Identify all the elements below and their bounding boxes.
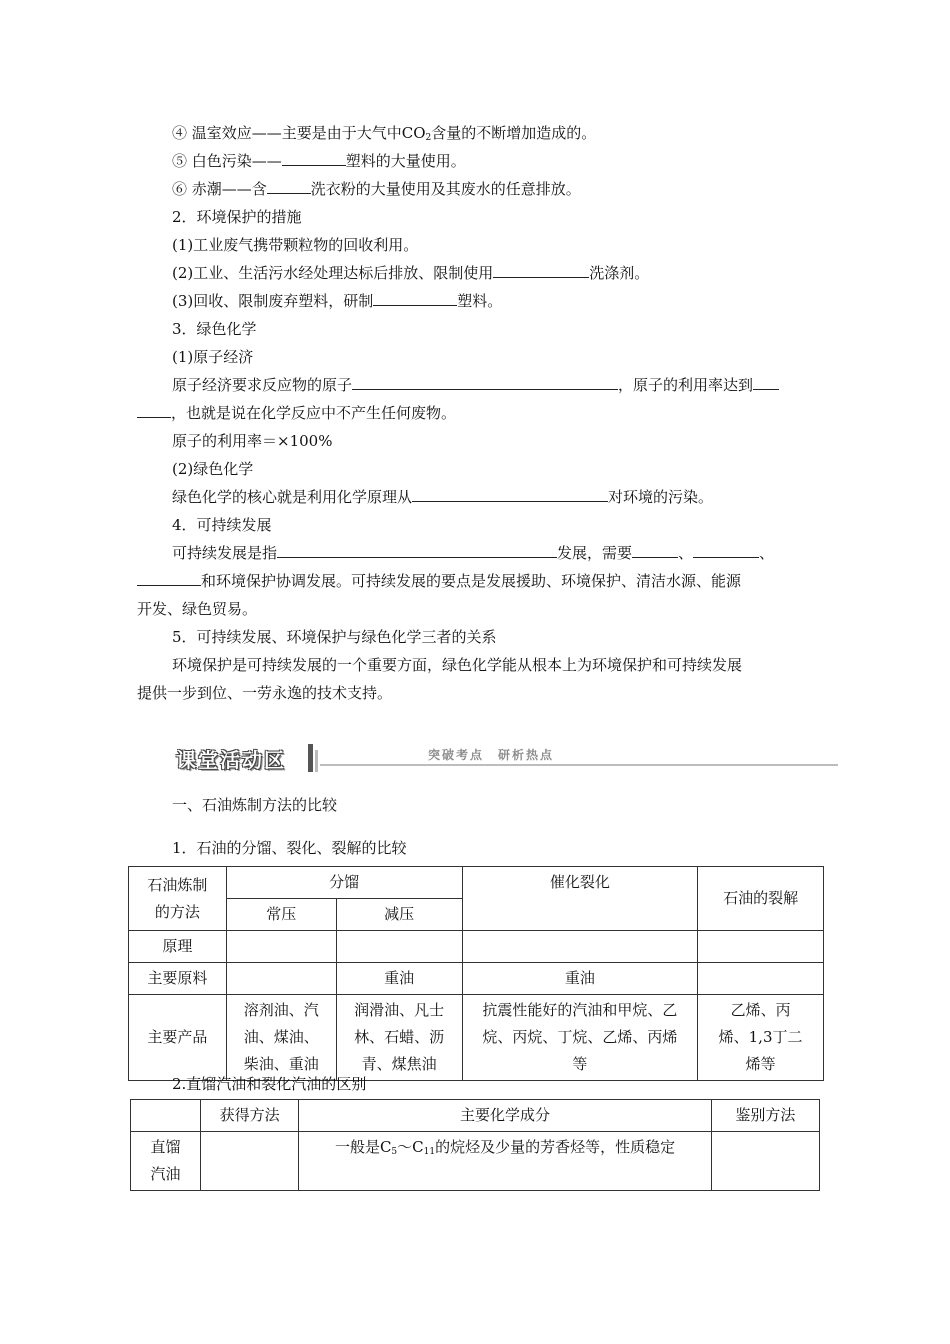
heading-sustainable: 4．可持续发展	[172, 516, 272, 534]
text: 绿色化学的核心就是利用化学原理从	[172, 488, 413, 506]
atom-utilization-formula: 原子的利用率＝×100%	[172, 432, 333, 450]
text: 洗衣粉的大量使用及其废水的任意排放。	[310, 180, 581, 198]
measure-3	[172, 291, 502, 311]
text: 对环境的污染。	[608, 488, 714, 506]
subheading-green-chemistry: (2)绿色化学	[172, 460, 254, 478]
cell-composition	[299, 1132, 712, 1191]
banner-divider	[308, 744, 313, 772]
text: 烯、1,3丁二	[718, 1028, 803, 1046]
text: 青、煤焦油	[361, 1055, 437, 1073]
banner-rule	[320, 764, 838, 766]
fill-blank[interactable]	[352, 375, 618, 390]
fill-blank[interactable]	[373, 291, 457, 306]
header-identify: 鉴别方法	[711, 1100, 819, 1132]
text: 、	[678, 544, 694, 562]
text: 可持续发展是指	[172, 544, 278, 562]
cell-empty[interactable]	[226, 931, 336, 963]
subheading-atom-economy: (1)原子经济	[172, 348, 254, 366]
fill-blank[interactable]	[753, 375, 779, 390]
measure-2	[172, 263, 649, 283]
fill-blank[interactable]	[267, 179, 311, 194]
cell-empty[interactable]	[698, 931, 824, 963]
subscript: 11	[423, 1147, 436, 1157]
text: 、	[759, 544, 775, 562]
heading-env-measures: 2．环境保护的措施	[172, 208, 302, 226]
cell-empty[interactable]	[698, 963, 824, 995]
text: ，原子的利用率达到	[618, 376, 754, 394]
cell-products-catalytic	[462, 995, 698, 1081]
sustainable-line1	[172, 543, 774, 563]
cell-products-cracking	[698, 995, 824, 1081]
atom-economy-line2	[137, 403, 456, 423]
text: 的烷烃及少量的芳香烃等，性质稳定	[435, 1138, 676, 1156]
text: 林、石蜡、沥	[354, 1028, 445, 1046]
header-vacuum: 减压	[336, 899, 462, 931]
item-white-pollution	[172, 151, 466, 171]
cell-products-atmospheric	[226, 995, 336, 1081]
text: 一般是C	[334, 1138, 392, 1156]
banner-subtitle: 突破考点 研析热点	[428, 748, 555, 762]
text: 含量的不断增加造成的。	[431, 124, 597, 142]
cell-empty[interactable]	[226, 963, 336, 995]
row-principle-label: 原理	[129, 931, 227, 963]
text: 直馏	[150, 1138, 181, 1156]
text: 乙烯、丙	[730, 1001, 791, 1019]
header-method	[129, 867, 227, 931]
table1-caption: 1．石油的分馏、裂化、裂解的比较	[172, 839, 407, 857]
section-banner	[170, 742, 838, 774]
text: 的方法	[154, 902, 200, 921]
cell-empty[interactable]	[336, 931, 462, 963]
header-catalytic-cracking: 催化裂化	[462, 867, 698, 931]
text: 抗震性能好的汽油和甲烷、乙	[482, 1001, 678, 1019]
header-composition: 主要化学成分	[299, 1100, 712, 1132]
gasoline-comparison-table	[130, 1099, 820, 1191]
text: 溶剂油、汽	[243, 1001, 319, 1019]
fill-blank[interactable]	[493, 263, 589, 278]
cell-empty[interactable]	[462, 931, 698, 963]
text: 汽油	[150, 1165, 181, 1183]
text: ～C	[397, 1138, 424, 1156]
text: 柴油、重油	[243, 1055, 319, 1073]
fill-blank[interactable]	[137, 403, 171, 418]
text: 和环境保护协调发展。可持续发展的要点是发展援助、环境保护、清洁水源、能源	[201, 572, 742, 590]
header-cracking: 石油的裂解	[698, 867, 824, 931]
text: 洗涤剂。	[589, 264, 650, 282]
fill-blank[interactable]	[282, 151, 346, 166]
row-material-label: 主要原料	[129, 963, 227, 995]
text: ⑤ 白色污染——	[172, 152, 282, 170]
text: ⑥ 赤潮——含	[172, 180, 267, 198]
sustainable-line2	[137, 571, 741, 591]
text: 石油炼制	[147, 875, 208, 894]
text: (3)回收、限制废弃塑料，研制	[172, 292, 374, 310]
atom-economy-line1	[172, 375, 779, 395]
fill-blank[interactable]	[632, 543, 678, 558]
measure-1: (1)工业废气携带颗粒物的回收利用。	[172, 236, 419, 254]
subscript: 2	[425, 133, 432, 143]
green-chemistry-core	[172, 487, 713, 507]
sustainable-line3: 开发、绿色贸易。	[137, 600, 258, 618]
text: ④ 温室效应——主要是由于大气中CO	[172, 124, 426, 142]
cell-empty[interactable]	[711, 1132, 819, 1191]
relationship-line1: 环境保护是可持续发展的一个重要方面，绿色化学能从根本上为环境保护和可持续发展	[172, 656, 743, 674]
header-method: 获得方法	[201, 1100, 299, 1132]
text: 等	[572, 1055, 588, 1073]
item-red-tide	[172, 179, 581, 199]
cell-empty[interactable]	[201, 1132, 299, 1191]
row-products-label: 主要产品	[129, 995, 227, 1081]
text: ，也就是说在化学反应中不产生任何废物。	[171, 404, 457, 422]
header-fractionation: 分馏	[226, 867, 462, 899]
text: 原子经济要求反应物的原子	[172, 376, 353, 394]
fill-blank[interactable]	[137, 571, 201, 586]
subscript: 5	[391, 1147, 398, 1157]
text: 发展，需要	[557, 544, 633, 562]
text: 烯等	[745, 1055, 776, 1073]
fill-blank[interactable]	[412, 487, 608, 502]
header-blank	[131, 1100, 201, 1132]
header-atmospheric: 常压	[226, 899, 336, 931]
text: 塑料。	[457, 292, 503, 310]
refining-comparison-table	[128, 866, 824, 1081]
heading-green-chem: 3．绿色化学	[172, 320, 257, 338]
cell-material-catalytic: 重油	[462, 963, 698, 995]
text: 润滑油、凡士	[354, 1001, 445, 1019]
row-straight-run-label	[131, 1132, 201, 1191]
banner-title: 课堂活动区	[176, 748, 286, 772]
table2-caption: 2.直馏汽油和裂化汽油的区别	[172, 1075, 367, 1093]
heading-relationship: 5．可持续发展、环境保护与绿色化学三者的关系	[172, 628, 497, 646]
relationship-line2: 提供一步到位、一劳永逸的技术支持。	[137, 684, 393, 702]
cell-products-vacuum	[336, 995, 462, 1081]
text: 油、煤油、	[243, 1028, 319, 1046]
text: 塑料的大量使用。	[345, 152, 466, 170]
fill-blank[interactable]	[277, 543, 557, 558]
text: 烷、丙烷、丁烷、乙烯、丙烯	[482, 1028, 678, 1046]
cell-material-vacuum: 重油	[336, 963, 462, 995]
banner-divider-shadow	[315, 750, 318, 772]
section-heading: 一、石油炼制方法的比较	[172, 796, 338, 814]
fill-blank[interactable]	[693, 543, 759, 558]
item-greenhouse-effect	[172, 123, 596, 148]
text: (2)工业、生活污水经处理达标后排放、限制使用	[172, 264, 494, 282]
